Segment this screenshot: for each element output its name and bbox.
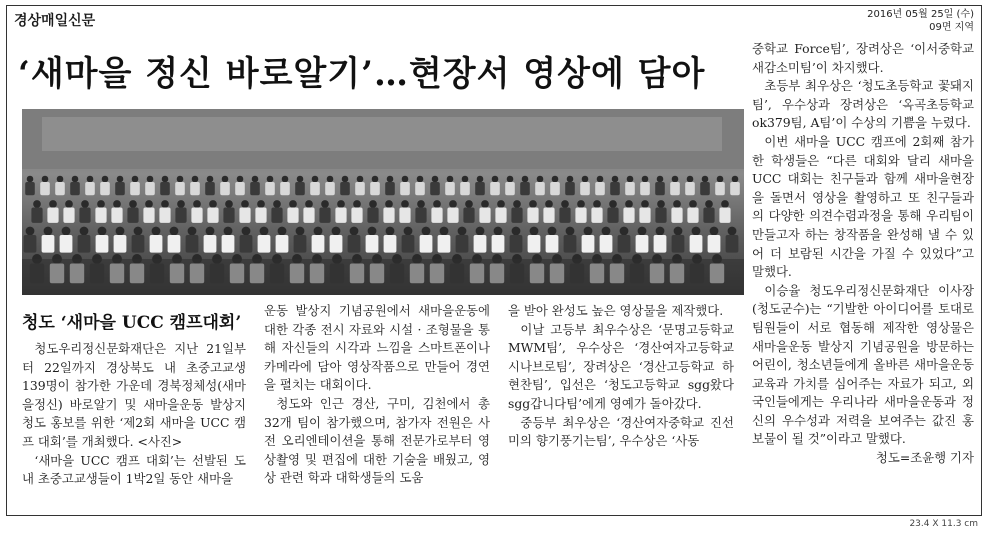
column-2 (264, 302, 490, 488)
publish-date: 2016년 05월 25일 (수) (867, 9, 974, 20)
headline: ‘새마을 정신 바로알기’…현장서 영상에 담아 (18, 54, 706, 94)
dateline (867, 8, 974, 34)
paragraph: 이승율 청도우리정신문화재단 이사장(청도군수)는 “기발한 아이디어를 토대로 팀원들이 서로 협동해 제작한 영상물은 새마을운동 발상지 기념공원을 방문하는 어린이, 청소년들에게 올바른 새마을운동 교육과 가치를 심어주는 자료가 되고, 외국인들에게는 우리나라 새마을운동과 정신의 우수성과 저력을 보여주는 값진 홍보물이 될 것”이라고 말했다. (752, 282, 974, 447)
subhead: 청도 ‘새마을 UCC 캠프대회’ (22, 313, 242, 333)
column-1 (22, 340, 246, 489)
photo-crowd-illustration (22, 109, 744, 295)
paragraph: ‘새마을 UCC 캠프 대회’는 선발된 도내 초중고교생들이 1박2일 동안 새마을 (22, 452, 246, 487)
page-section: 09면 지역 (929, 22, 974, 33)
column-4 (752, 40, 974, 468)
group-photo (22, 109, 744, 295)
byline: 청도=조윤행 기자 (875, 450, 974, 466)
paragraph: 청도와 인근 경산, 구미, 김천에서 총 32개 팀이 참가했으며, 참가자 전원은 사전 오리엔테이션을 통해 전문가로부터 영상촬영 및 편집에 대한 기술을 배웠고, 영상 관련 학과 대학생들의 도움 (264, 395, 490, 486)
column-3 (508, 302, 734, 451)
paragraph: 중학교 Force팀’, 장려상은 ‘이서중학교 새감소미팀’이 차지했다. (752, 41, 974, 75)
clip-size-note: 23.4 X 11.3 cm (909, 519, 978, 529)
paragraph: 을 받아 완성도 높은 영상물을 제작했다. (508, 303, 724, 318)
newspaper-name: 경상매일신문 (14, 13, 96, 29)
paragraph: 운동 발상지 기념공원에서 새마을운동에 대한 각종 전시 자료와 시설 · 조형물을 통해 자신들의 시각과 느낌을 스마트폰이나 카메라에 담아 영상작품으로 만들어 경연을 펼치는 대회이다. (264, 303, 490, 393)
paragraph: 이번 새마을 UCC 캠프에 2회째 참가한 학생들은 “다른 대회와 달리 새마을 UCC 대회는 친구들과 함께 새마을현장을 돌면서 영상을 촬영하고 또 친구들과의 다양한 의견수렴과정을 통해 우리팀이 만들고자 하는 창작품을 완성해 낼 수 있어 더 보람된 시간을 가질 수 있었다”고 말했다. (752, 133, 974, 280)
paragraph: 이날 고등부 최우수상은 ‘문명고등학교 MWM팀’, 우수상은 ‘경산여자고등학교 시나브로팀’, 장려상은 ‘경산고등학교 하현찬팀’, 입선은 ‘청도고등학교 sgg왔다 sgg갑니다팀’에게 영예가 돌아갔다. (508, 321, 734, 411)
paragraph: 초등부 최우상은 ‘청도초등학교 꽃돼지팀’, 우수상과 장려상은 ‘옥곡초등학교 ok379팀, A팀’이 수상의 기쁨을 누렸다. (752, 78, 974, 131)
paragraph: 청도우리정신문화재단은 지난 21일부터 22일까지 경상북도 내 초중고교생 139명이 참가한 가운데 경북정체성(새마을정신) 바로알기 및 새마을운동 발상지 청도 홍보를 위한 ‘제2회 새마을 UCC 캠프 대회’를 개최했다. <사진> (22, 341, 246, 449)
paragraph: 중등부 최우상은 ‘경산여자중학교 진선미의 향기풍기는팀’, 우수상은 ‘사동 (508, 414, 734, 449)
